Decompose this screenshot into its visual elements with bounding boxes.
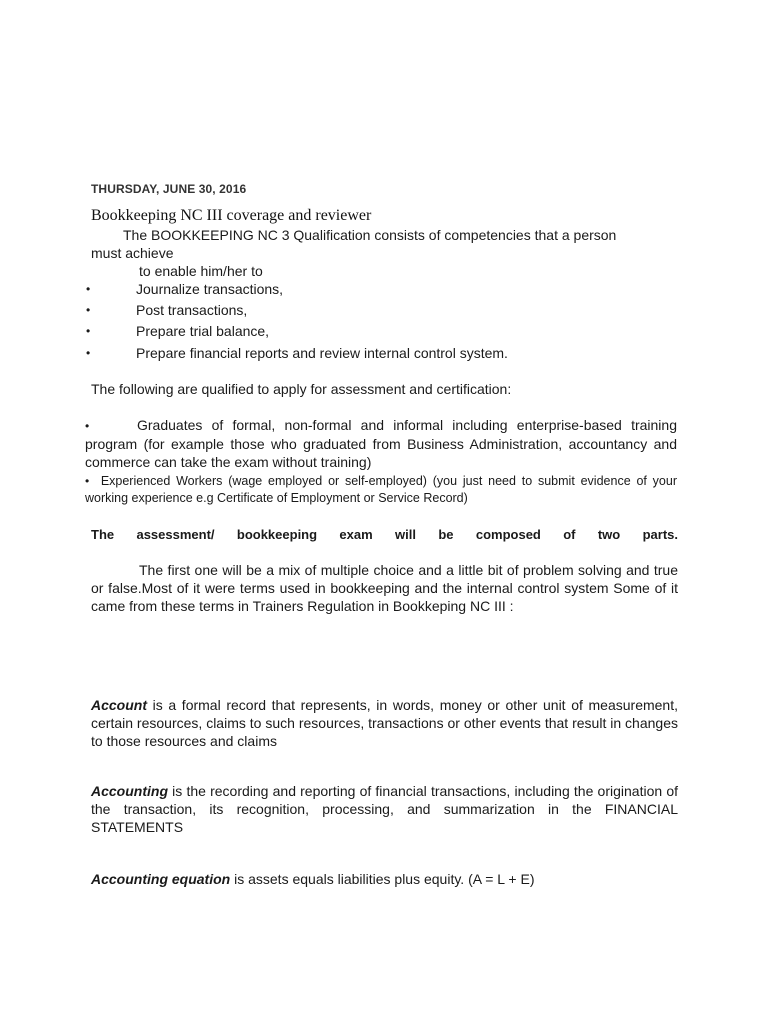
intro-line-2: must achieve bbox=[91, 245, 174, 261]
term-label: Account bbox=[91, 697, 147, 713]
term-accounting-equation bbox=[91, 870, 678, 888]
term-definition: is the recording and reporting of financial transactions, including the origination of the transaction, its recognition, processing, and summarization in the FINANCIAL STATEMENTS bbox=[91, 783, 678, 835]
assessment-body: The first one will be a mix of multiple choice and a little bit of problem solving and true or false.Most of it were terms used in bookkeeping and the internal control system Some of it came from these terms in Trainers Regulation in Bookkeping NC III : bbox=[91, 562, 678, 614]
intro-paragraph bbox=[91, 226, 681, 280]
qualified-item: • Experienced Workers (wage employed or self-employed) (you just need to submit evidence of your working experience e.g Certificate of Employment or Service Record) bbox=[85, 474, 677, 505]
term-definition: is a formal record that represents, in words, money or other unit of measurement, certain resources, claims to such resources, transactions or other events that result in changes to those resources and claims bbox=[91, 697, 678, 749]
intro-line-3: to enable him/her to bbox=[139, 263, 263, 279]
list-item: • Journalize transactions, bbox=[86, 281, 284, 297]
bullet-icon: • bbox=[86, 346, 91, 360]
term-definition: is assets equals liabilities plus equity. (A = L + E) bbox=[230, 871, 535, 887]
bullet-icon: • bbox=[86, 282, 91, 296]
post-title: Bookkeeping NC III coverage and reviewer bbox=[91, 207, 372, 224]
bullet-icon: • bbox=[85, 474, 90, 488]
assessment-heading: The assessment/ bookkeeping exam will be composed of two parts. bbox=[91, 527, 678, 542]
list-item: • Prepare financial reports and review internal control system. bbox=[86, 345, 508, 361]
post-date: THURSDAY, JUNE 30, 2016 bbox=[91, 182, 247, 196]
qualified-item: • Graduates of formal, non-formal and informal including enterprise-based training program (for example those who graduated from Business Administration, accountancy and commerce can take the exam without training) bbox=[85, 417, 677, 470]
term-accounting bbox=[91, 782, 678, 836]
list-item: • Post transactions, bbox=[86, 302, 248, 318]
bullet-icon: • bbox=[85, 419, 90, 433]
bullet-icon: • bbox=[86, 303, 91, 317]
term-label: Accounting equation bbox=[91, 871, 231, 887]
qualified-heading: The following are qualified to apply for assessment and certification: bbox=[91, 381, 512, 397]
term-account bbox=[91, 696, 678, 750]
bullet-icon: • bbox=[86, 324, 91, 338]
list-item: • Prepare trial balance, bbox=[86, 323, 270, 339]
intro-line-1: The BOOKKEEPING NC 3 Qualification consists of competencies that a person bbox=[123, 227, 617, 243]
term-label: Accounting bbox=[91, 783, 168, 799]
